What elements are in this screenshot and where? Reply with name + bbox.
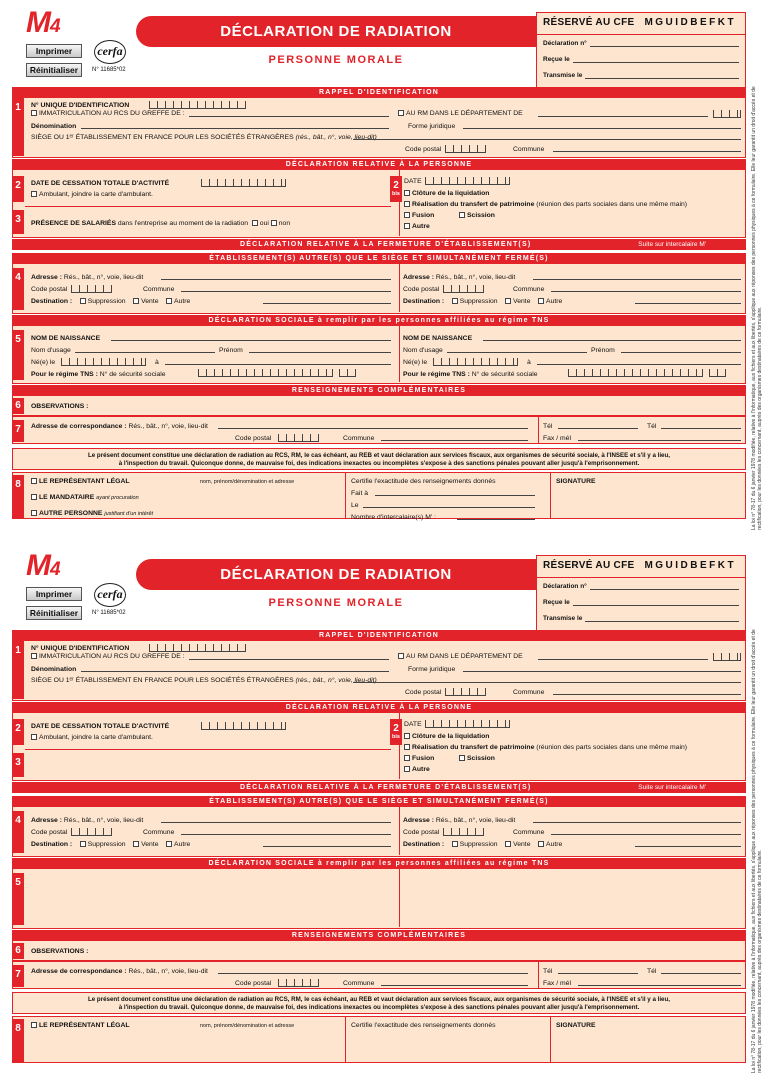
cfe-recue-field[interactable] xyxy=(573,599,739,606)
siren-field[interactable] xyxy=(149,644,246,652)
nombre-intercalaires[interactable] xyxy=(457,513,535,520)
form-title: DÉCLARATION DE RADIATION xyxy=(136,16,536,47)
section-6: 6 OBSERVATIONS : xyxy=(12,396,746,416)
etab2-suppression[interactable] xyxy=(452,841,458,847)
section-1: 1 N° UNIQUE D'IDENTIFICATION IMMATRICULATION AU RCS DU GREFFE DE : AU RM DANS LE DÉPARTEMENT DE Dénomination Forme juridique SIÈGE OU 1ᵉʳ ÉTABLISSEMENT EN FRANCE POUR LES SOCIÉTÉS ÉTRANGÈRES (rés., bât., n°, voie, lieu-dit) Code postal Commune xyxy=(12,98,746,158)
date-2bis[interactable] xyxy=(425,177,510,185)
corresp-commune[interactable] xyxy=(381,979,528,986)
corresp-fax[interactable] xyxy=(578,434,741,441)
tns2-nom[interactable] xyxy=(483,334,741,341)
rm-dept-field[interactable] xyxy=(538,653,708,660)
band-rappel: RAPPEL D'IDENTIFICATION xyxy=(12,630,746,641)
print-button[interactable]: Imprimer xyxy=(26,44,82,58)
cessation-date[interactable] xyxy=(201,179,286,187)
band-etablissements: ÉTABLISSEMENT(S) AUTRE(S) QUE LE SIÈGE ET SIMULTANÉMENT FERMÉ(S) xyxy=(12,253,746,264)
etab1-vente[interactable] xyxy=(133,298,139,304)
corresp-commune[interactable] xyxy=(381,434,528,441)
print-button[interactable]: Imprimer xyxy=(26,587,82,601)
form-subtitle: PERSONNE MORALE xyxy=(268,597,404,609)
salaries-non[interactable] xyxy=(271,220,277,226)
siege-commune[interactable] xyxy=(553,688,741,695)
fusion-checkbox[interactable] xyxy=(404,755,410,761)
tns1-prenom[interactable] xyxy=(249,346,391,353)
legal-notice: Le présent document constitue une déclaration de radiation au RCS, RM, le cas échéant, au REB et vaut déclaration aux services fiscaux, aux organismes de sécurité sociale, à l'INSEE et s'il y a lieu, à l'inspection du travail. Quiconque donne, de mauvaise foi, des indications inexactes ou incomplètes s'expose à des sanctions pénales pouvant aller jusqu'à l'emprisonnement. xyxy=(12,448,746,470)
rcs-checkbox[interactable] xyxy=(31,110,37,116)
tns2-lieu[interactable] xyxy=(537,358,741,365)
corresp-tel1[interactable] xyxy=(558,422,638,429)
scission-checkbox[interactable] xyxy=(459,755,465,761)
tns1-usage[interactable] xyxy=(75,346,215,353)
etab2-vente[interactable] xyxy=(505,298,511,304)
form-copy-filled xyxy=(0,0,768,530)
realisation-checkbox[interactable] xyxy=(404,201,410,207)
cfe-transmise-field[interactable] xyxy=(585,615,739,622)
etab1-cp[interactable] xyxy=(71,828,112,836)
ambulant-checkbox[interactable] xyxy=(31,191,37,197)
band-rappel: RAPPEL D'IDENTIFICATION xyxy=(12,87,746,98)
section-1: 1 N° UNIQUE D'IDENTIFICATION IMMATRICULATION AU RCS DU GREFFE DE : AU RM DANS LE DÉPARTEMENT DE Dénomination Forme juridique SIÈGE OU 1ᵉʳ ÉTABLISSEMENT EN FRANCE POUR LES SOCIÉTÉS ÉTRANGÈRES (rés., bât., n°, voie, lieu-dit) Code postal Commune xyxy=(12,641,746,701)
band-renseignements: RENSEIGNEMENTS COMPLÉMENTAIRES xyxy=(12,930,746,941)
denomination-field[interactable] xyxy=(81,122,389,129)
cessation-date[interactable] xyxy=(201,722,286,730)
rm-dept-code[interactable] xyxy=(713,110,741,118)
siege-cp[interactable] xyxy=(445,145,486,153)
tns1-naissance[interactable] xyxy=(61,358,146,366)
etab1-adresse[interactable] xyxy=(161,273,391,280)
cfe-recue-field[interactable] xyxy=(573,56,739,63)
section-2-3: 2 DATE DE CESSATION TOTALE D'ACTIVITÉ Ambulant, joindre la carte d'ambulant. 3 PRÉSENCE DE SALARIÉS dans l'entreprise au moment de la radiation oui non 2 bis DATE Clôture de la liquidation Réalisation du transfert de patrimoine (réunion des parts sociales dans une même main) Fusion Scission Autre xyxy=(12,170,746,238)
corresp-tel1[interactable] xyxy=(558,967,638,974)
band-renseignements: RENSEIGNEMENTS COMPLÉMENTAIRES xyxy=(12,385,746,396)
etab1-autre[interactable] xyxy=(166,298,172,304)
siege-field[interactable] xyxy=(353,676,741,683)
etab2-suppression[interactable] xyxy=(452,298,458,304)
forme-field[interactable] xyxy=(463,122,741,129)
etab2-adresse[interactable] xyxy=(533,816,741,823)
etab2-commune[interactable] xyxy=(551,828,741,835)
siege-commune[interactable] xyxy=(553,145,741,152)
autre-2bis-checkbox[interactable] xyxy=(404,223,410,229)
corresp-tel2[interactable] xyxy=(661,967,741,974)
rm-checkbox[interactable] xyxy=(398,110,404,116)
greffe-field[interactable] xyxy=(189,653,389,660)
cfe-declaration-field[interactable] xyxy=(590,40,739,47)
mandataire-checkbox[interactable] xyxy=(31,494,37,500)
cfe-transmise-field[interactable] xyxy=(585,72,739,79)
realisation-checkbox[interactable] xyxy=(404,744,410,750)
band-personne: DÉCLARATION RELATIVE À LA PERSONNE xyxy=(12,159,746,170)
section-8: 8 LE REPRÉSENTANT LÉGAL nom, prénom/dénomination et adresse Certifie l'exactitude des renseignements donnés SIGNATURE xyxy=(12,1016,746,1063)
band-etablissements: ÉTABLISSEMENT(S) AUTRE(S) QUE LE SIÈGE ET SIMULTANÉMENT FERMÉ(S) xyxy=(12,796,746,807)
etab2-cp[interactable] xyxy=(443,285,484,293)
tns1-nom[interactable] xyxy=(111,334,391,341)
etab2-cp[interactable] xyxy=(443,828,484,836)
rm-dept-code[interactable] xyxy=(713,653,741,661)
tns2-naissance[interactable] xyxy=(433,358,518,366)
etab1-suppression[interactable] xyxy=(80,841,86,847)
etab1-adresse[interactable] xyxy=(161,816,391,823)
legal-notice: Le présent document constitue une déclaration de radiation au RCS, RM, le cas échéant, au REB et vaut déclaration aux services fiscaux, aux organismes de sécurité sociale, à l'INSEE et s'il y a lieu, à l'inspection du travail. Quiconque donne, de mauvaise foi, des indications inexactes ou incomplètes s'expose à des sanctions pénales pouvant aller jusqu'à l'emprisonnement. xyxy=(12,992,746,1014)
cloture-checkbox[interactable] xyxy=(404,733,410,739)
date-field[interactable] xyxy=(363,501,535,508)
cerfa-number: N° 11685*02 xyxy=(92,67,126,73)
corresp-cp[interactable] xyxy=(278,434,319,442)
cfe-declaration-field[interactable] xyxy=(590,583,739,590)
representant-checkbox[interactable] xyxy=(31,478,37,484)
form-title: DÉCLARATION DE RADIATION xyxy=(136,559,536,590)
rm-checkbox[interactable] xyxy=(398,653,404,659)
corresp-adresse[interactable] xyxy=(218,967,528,974)
tns2-usage[interactable] xyxy=(447,346,587,353)
etab1-autre[interactable] xyxy=(166,841,172,847)
forme-field[interactable] xyxy=(463,665,741,672)
reset-button[interactable]: Réinitialiser xyxy=(26,63,82,77)
section-7: 7 Adresse de correspondance : Rés., bât., n°, voie, lieu-dit Code postal Commune Tél Tél Fax / mél xyxy=(12,961,746,989)
band-sociale: DÉCLARATION SOCIALE à remplir par les personnes affiliées au régime TNS xyxy=(12,858,746,869)
ambulant-checkbox[interactable] xyxy=(31,734,37,740)
cerfa-logo: cerfa xyxy=(94,583,126,607)
legal-side-note: La loi n° 78-17 du 6 janvier 1978 modifiée, relative à l'informatique, aux fichiers et aux libertés, s'applique aux réponses des personnes physiques à ce formulaire. Elle leur garantit un droit d'accès et de rectification, pour les données les concernant, auprès des organismes destinataires de ce formulaire. xyxy=(751,86,763,530)
etab2-autre[interactable] xyxy=(538,841,544,847)
autre-personne-checkbox[interactable] xyxy=(31,510,37,516)
section-7: 7 Adresse de correspondance : Rés., bât., n°, voie, lieu-dit Code postal Commune Tél Tél Fax / mél xyxy=(12,416,746,444)
denomination-field[interactable] xyxy=(81,665,389,672)
tns2-prenom[interactable] xyxy=(621,346,741,353)
greffe-field[interactable] xyxy=(189,110,389,117)
cfe-reserved-box: RÉSERVÉ AU CFE MGUIDBEFKT Déclaration n° Reçue le Transmise le xyxy=(536,555,746,631)
etab2-vente[interactable] xyxy=(505,841,511,847)
section-2-3: 2 DATE DE CESSATION TOTALE D'ACTIVITÉ Ambulant, joindre la carte d'ambulant. 3 2 bis DATE Clôture de la liquidation Réalisation du transfert de patrimoine (réunion des parts sociales dans une même main) Fusion Scission Autre xyxy=(12,713,746,781)
form-copy-blank xyxy=(0,543,768,1073)
siege-cp[interactable] xyxy=(445,688,486,696)
fusion-checkbox[interactable] xyxy=(404,212,410,218)
etab1-suppression[interactable] xyxy=(80,298,86,304)
etab1-commune[interactable] xyxy=(181,285,391,292)
etab1-vente[interactable] xyxy=(133,841,139,847)
tns1-lieu[interactable] xyxy=(165,358,391,365)
band-fermeture: DÉCLARATION RELATIVE À LA FERMETURE D'ÉTABLISSEMENT(S) Suite sur intercalaire M' xyxy=(12,782,746,793)
etab2-adresse[interactable] xyxy=(533,273,741,280)
date-2bis[interactable] xyxy=(425,720,510,728)
band-personne: DÉCLARATION RELATIVE À LA PERSONNE xyxy=(12,702,746,713)
rm-dept-field[interactable] xyxy=(538,110,708,117)
form-subtitle: PERSONNE MORALE xyxy=(268,54,404,66)
etab2-autre[interactable] xyxy=(538,298,544,304)
m4-logo: M4 xyxy=(26,6,60,39)
cerfa-logo: cerfa xyxy=(94,40,126,64)
autre-2bis-checkbox[interactable] xyxy=(404,766,410,772)
reset-button[interactable]: Réinitialiser xyxy=(26,606,82,620)
siren-field[interactable] xyxy=(149,101,246,109)
section-6: 6 OBSERVATIONS : xyxy=(12,941,746,961)
section-8: 8 LE REPRÉSENTANT LÉGAL nom, prénom/dénomination et adresse LE MANDATAIRE ayant procuration AUTRE PERSONNE justifiant d'un intérêt Certifie l'exactitude des renseignements donnés Fait à Le Nombre d'intercalaire(s) M' : SIGNATURE xyxy=(12,472,746,519)
cfe-reserved-box: RÉSERVÉ AU CFE MGUIDBEFKT Déclaration n° Reçue le Transmise le xyxy=(536,12,746,88)
section-5: 5 NOM DE NAISSANCE Nom d'usage Prénom Né(e) le à Pour le régime TNS : N° de sécurité sociale NOM DE NAISSANCE Nom d'usage Prénom Né(e) le à Pour le régime TNS : N° de sécurité sociale xyxy=(12,326,746,384)
corresp-fax[interactable] xyxy=(578,979,741,986)
cloture-checkbox[interactable] xyxy=(404,190,410,196)
etab1-commune[interactable] xyxy=(181,828,391,835)
representant-checkbox[interactable] xyxy=(31,1022,37,1028)
section-5-blank: 5 xyxy=(12,869,746,929)
m4-logo: M4 xyxy=(26,549,60,582)
fait-a-field[interactable] xyxy=(375,489,535,496)
etab1-cp[interactable] xyxy=(71,285,112,293)
tns1-secu[interactable] xyxy=(198,369,333,377)
cerfa-number: N° 11685*02 xyxy=(92,610,126,616)
section-4: 4 Adresse : Rés., bât., n°, voie, lieu-dit Code postal Commune Destination : Suppression Vente Autre Adresse : Rés., bât., n°, voie, lieu-dit Code postal Commune Destination : Suppression Vente Autre xyxy=(12,807,746,857)
corresp-tel2[interactable] xyxy=(661,422,741,429)
band-sociale: DÉCLARATION SOCIALE à remplir par les personnes affiliées au régime TNS xyxy=(12,315,746,326)
rcs-checkbox[interactable] xyxy=(31,653,37,659)
scission-checkbox[interactable] xyxy=(459,212,465,218)
legal-side-note: La loi n° 78-17 du 6 janvier 1978 modifiée, relative à l'informatique, aux fichiers et aux libertés, s'applique aux réponses des personnes physiques à ce formulaire. Elle leur garantit un droit d'accès et de rectification, pour les données les concernant, auprès des organismes destinataires de ce formulaire. xyxy=(751,629,763,1073)
siege-field[interactable] xyxy=(353,133,741,140)
etab2-commune[interactable] xyxy=(551,285,741,292)
corresp-cp[interactable] xyxy=(278,979,319,987)
tns2-secu[interactable] xyxy=(568,369,703,377)
salaries-oui[interactable] xyxy=(252,220,258,226)
section-4: 4 Adresse : Rés., bât., n°, voie, lieu-dit Code postal Commune Destination : Suppression Vente Autre Adresse : Rés., bât., n°, voie, lieu-dit Code postal Commune Destination : Suppression Vente Autre xyxy=(12,264,746,314)
corresp-adresse[interactable] xyxy=(218,422,528,429)
band-fermeture: DÉCLARATION RELATIVE À LA FERMETURE D'ÉTABLISSEMENT(S) Suite sur intercalaire M' xyxy=(12,239,746,250)
